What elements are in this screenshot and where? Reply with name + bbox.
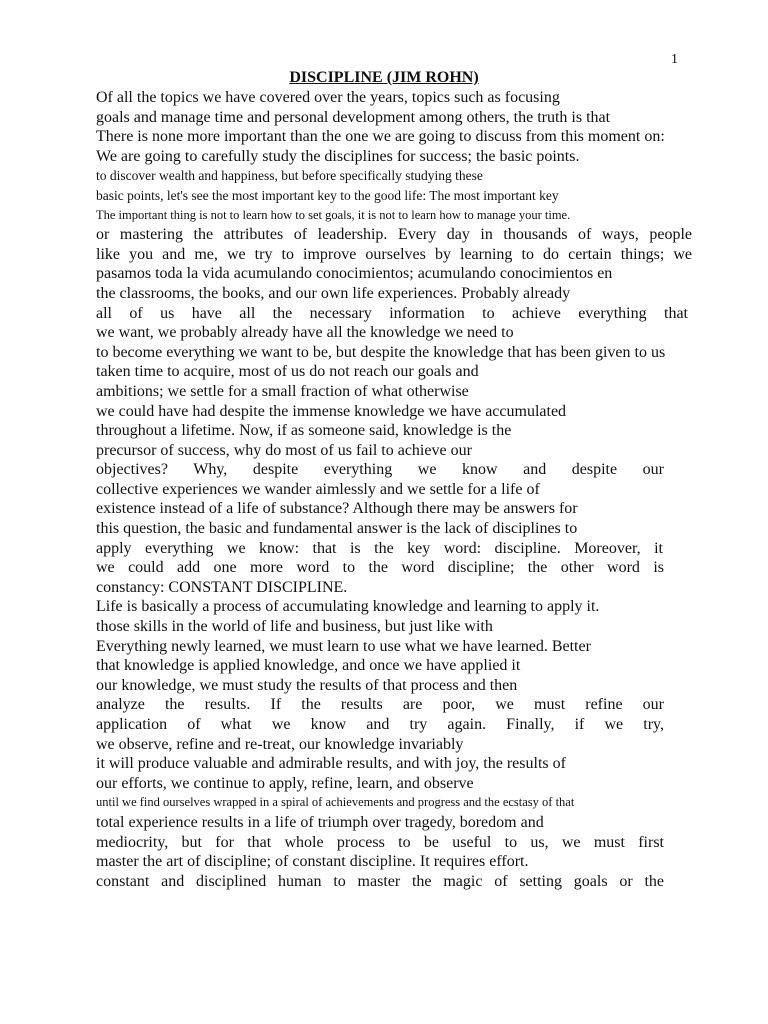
text-line: master the art of discipline; of constant discipline. It requires effort.	[96, 853, 529, 871]
document-title: DISCIPLINE (JIM ROHN)	[289, 69, 479, 86]
text-line: basic points, let's see the most important key to the good life: The most important key	[96, 187, 559, 203]
text-line: the classrooms, the books, and our own life experiences. Probably already	[96, 284, 571, 302]
text-line: that knowledge is applied knowledge, and once we have applied it	[96, 657, 521, 675]
text-line: to discover wealth and happiness, but before specifically studying these	[96, 168, 483, 184]
text-line: Of all the topics we have covered over the years, topics such as focusing	[96, 89, 560, 106]
text-line: we could add one more word to the word discipline; the other word is	[96, 559, 664, 577]
text-line: we want, we probably already have all the knowledge we need to	[96, 324, 514, 342]
text-line: like you and me, we try to improve ourselves by learning to do certain things; we	[96, 245, 692, 263]
text-line: or mastering the attributes of leadership. Every day in thousands of ways, people	[96, 226, 692, 244]
page-number: 1	[671, 52, 678, 67]
text-line: total experience results in a life of triumph over tragedy, boredom and	[96, 813, 544, 831]
text-line: analyze the results. If the results are poor, we must refine our	[96, 696, 664, 714]
text-line: We are going to carefully study the disciplines for success; the basic points.	[96, 147, 580, 165]
text-line: goals and manage time and personal development among others, the truth is that	[96, 108, 611, 126]
text-line: until we find ourselves wrapped in a spiral of achievements and progress and the ecstasy of that	[96, 795, 575, 810]
text-line: collective experiences we wander aimlessly and we settle for a life of	[96, 480, 540, 498]
text-line: taken time to acquire, most of us do not reach our goals and	[96, 363, 479, 381]
text-line: those skills in the world of life and business, but just like with	[96, 618, 493, 636]
text-line: all of us have all the necessary information to achieve everything that	[96, 304, 688, 322]
text-line: ambitions; we settle for a small fraction of what otherwise	[96, 382, 469, 400]
text-line: precursor of success, why do most of us fail to achieve our	[96, 441, 472, 459]
text-line: Life is basically a process of accumulating knowledge and learning to apply it.	[96, 598, 600, 616]
text-line: throughout a lifetime. Now, if as someone said, knowledge is the	[96, 422, 512, 440]
text-line: application of what we know and try again. Finally, if we try,	[96, 716, 664, 733]
text-line: we could have had despite the immense knowledge we have accumulated	[96, 402, 567, 420]
text-line: our efforts, we continue to apply, refine, learn, and observe	[96, 774, 474, 792]
text-line: objectives? Why, despite everything we know and despite our	[96, 461, 664, 479]
text-line: this question, the basic and fundamental answer is the lack of disciplines to	[96, 520, 578, 538]
text-line: existence instead of a life of substance? Although there may be answers for	[96, 500, 578, 518]
text-line: it will produce valuable and admirable results, and with joy, the results of	[96, 755, 566, 773]
text-line: constancy: CONSTANT DISCIPLINE.	[96, 578, 348, 596]
text-line: There is none more important than the one we are going to discuss from this moment on:	[96, 128, 665, 146]
text-line: Everything newly learned, we must learn to use what we have learned. Better	[96, 637, 591, 655]
text-line: apply everything we know: that is the key word: discipline. Moreover, it	[96, 539, 663, 557]
text-line: The important thing is not to learn how to set goals, it is not to learn how to manage your time.	[96, 207, 571, 222]
document-body	[96, 88, 692, 891]
text-line: mediocrity, but for that whole process to be useful to us, we must first	[96, 833, 664, 851]
text-line: pasamos toda la vida acumulando conocimientos; acumulando conocimientos en	[96, 265, 613, 283]
text-line: our knowledge, we must study the results of that process and then	[96, 676, 518, 694]
text-line: to become everything we want to be, but despite the knowledge that has been given to us	[96, 343, 666, 361]
text-line: constant and disciplined human to master the magic of setting goals or the	[96, 872, 664, 890]
text-line: we observe, refine and re-treat, our knowledge invariably	[96, 735, 464, 753]
